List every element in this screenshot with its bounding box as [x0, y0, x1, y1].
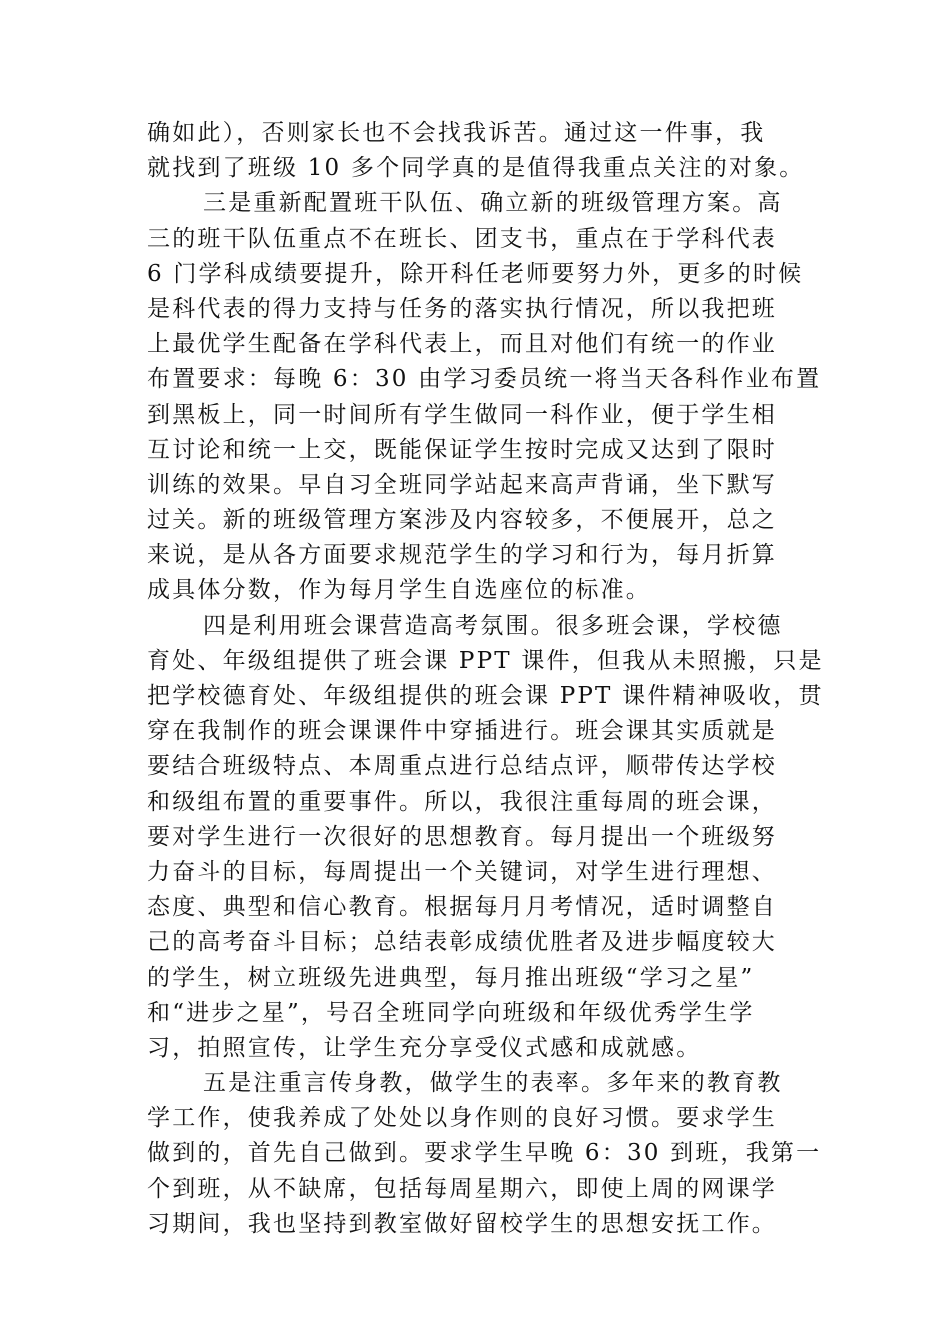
text-line: 和“进步之星”，号召全班同学向班级和年级优秀学生学 — [147, 999, 755, 1026]
text-line: 穿在我制作的班会课课件中穿插进行。班会课其实质就是 — [147, 718, 777, 745]
text-line: 四是利用班会课营造高考氛围。很多班会课，学校德 — [203, 612, 783, 639]
text-line: 个到班，从不缺席，包括每周星期六，即使上周的网课学 — [147, 1175, 777, 1202]
text-line: 己的高考奋斗目标；总结表彰成绩优胜者及进步幅度较大 — [147, 929, 777, 956]
text-line: 6 门学科成绩要提升，除开科任老师要努力外，更多的时候 — [147, 260, 804, 287]
text-line: 三是重新配置班干队伍、确立新的班级管理方案。高 — [203, 190, 783, 217]
text-line: 育处、年级组提供了班会课 PPT 课件，但我从未照搬，只是 — [147, 647, 824, 674]
text-line: 学工作，使我养成了处处以身作则的良好习惯。要求学生 — [147, 1105, 777, 1132]
text-line: 把学校德育处、年级组提供的班会课 PPT 课件精神吸收，贯 — [147, 683, 824, 709]
text-line: 五是注重言传身教，做学生的表率。多年来的教育教 — [203, 1070, 783, 1097]
text-line: 到黑板上，同一时间所有学生做同一科作业，便于学生相 — [147, 401, 777, 428]
text-line: 和级组布置的重要事件。所以，我很注重每周的班会课， — [147, 788, 777, 815]
text-line: 三的班干队伍重点不在班长、团支书，重点在于学科代表 — [147, 225, 777, 252]
text-line: 的学生，树立班级先进典型，每月推出班级“学习之星” — [147, 964, 755, 991]
text-line: 习，拍照宣传，让学生充分享受仪式感和成就感。 — [147, 1034, 702, 1061]
text-line: 力奋斗的目标，每周提出一个关键词，对学生进行理想、 — [147, 858, 777, 885]
text-line: 要对学生进行一次很好的思想教育。每月提出一个班级努 — [147, 823, 777, 850]
text-line: 习期间，我也坚持到教室做好留校学生的思想安抚工作。 — [147, 1210, 777, 1237]
text-line: 确如此），否则家长也不会找我诉苦。通过这一件事，我 — [147, 120, 766, 146]
text-line: 过关。新的班级管理方案涉及内容较多，不便展开，总之 — [147, 507, 777, 534]
text-line: 做到的，首先自己做到。要求学生早晚 6：30 到班，我第一 — [147, 1140, 822, 1167]
text-line: 就找到了班级 10 多个同学真的是值得我重点关注的对象。 — [147, 155, 805, 182]
document-body — [147, 116, 824, 1242]
text-line: 是科代表的得力支持与任务的落实执行情况，所以我把班 — [147, 295, 777, 322]
text-line: 态度、典型和信心教育。根据每月月考情况，适时调整自 — [147, 894, 777, 921]
text-line: 成具体分数，作为每月学生自选座位的标准。 — [147, 577, 651, 604]
text-line: 来说，是从各方面要求规范学生的学习和行为，每月折算 — [147, 542, 777, 569]
text-line: 训练的效果。早自习全班同学站起来高声背诵，坐下默写 — [147, 471, 777, 498]
text-line: 要结合班级特点、本周重点进行总结点评，顺带传达学校 — [147, 753, 777, 780]
text-line: 布置要求：每晚 6：30 由学习委员统一将当天各科作业布置 — [147, 366, 822, 393]
text-line: 上最优学生配备在学科代表上，而且对他们有统一的作业 — [147, 331, 777, 358]
text-line: 互讨论和统一上交，既能保证学生按时完成又达到了限时 — [147, 436, 777, 463]
